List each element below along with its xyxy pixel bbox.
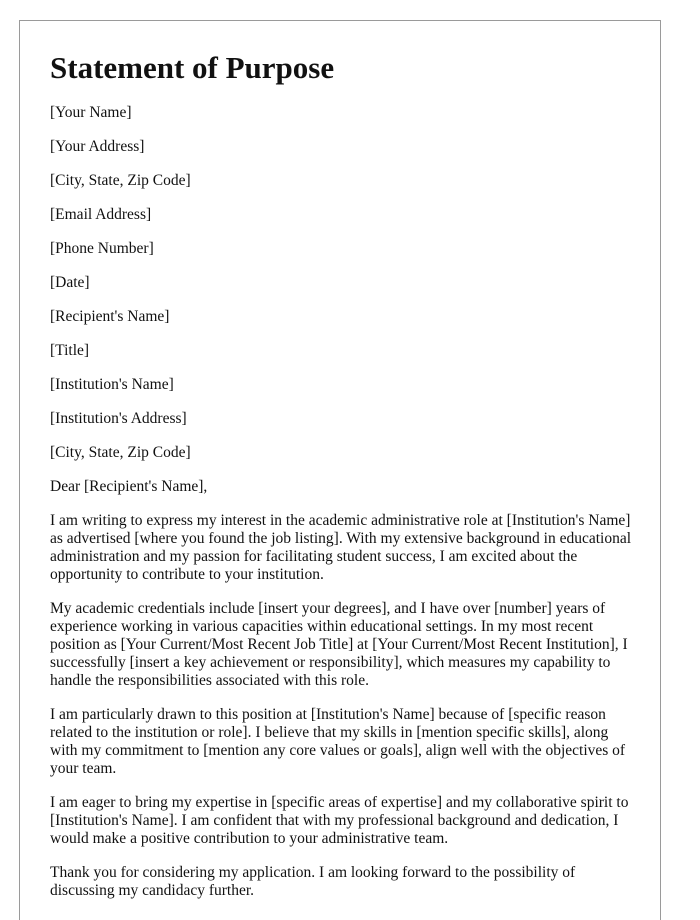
- recipient-title: [Title]: [50, 342, 90, 359]
- body-paragraph-expertise: I am eager to bring my expertise in [specific areas of expertise] and my collaborative spirit to [Institution's Name]. I am confident that with my professional background and dedication, I would make a positive contribution to your administrative team.: [50, 794, 629, 847]
- body-paragraph-closing: Thank you for considering my application. I am looking forward to the possibility of discussing my candidacy further.: [50, 864, 576, 899]
- body-paragraph-interest: I am writing to express my interest in the academic administrative role at [Institution's Name] as advertised [where you found the job listing]. With my extensive background in educational administration and my passion for facilitating student success, I am excited about the opportunity to contribute to your institution.: [50, 512, 632, 583]
- sender-city-state-zip: [City, State, Zip Code]: [50, 172, 191, 189]
- address-block: [50, 104, 636, 462]
- sender-address: [Your Address]: [50, 138, 145, 155]
- recipient-name: [Recipient's Name]: [50, 308, 170, 325]
- document-page: [19, 20, 661, 920]
- document-title: Statement of Purpose: [50, 50, 335, 85]
- salutation: Dear [Recipient's Name],: [50, 478, 208, 495]
- institution-name: [Institution's Name]: [50, 376, 174, 393]
- sender-name: [Your Name]: [50, 104, 132, 121]
- body-paragraph-credentials: My academic credentials include [insert your degrees], and I have over [number] years of experience working in various capacities within educational settings. In my most recent position as [Your Current/Most Recent Job Title] at [Your Current/Most Recent Institution], I successfully [insert a key achievement or responsibility], which measures my capability to handle the responsibilities associated with this role.: [50, 600, 628, 689]
- document-content: [50, 21, 636, 916]
- body-paragraph-motivation: I am particularly drawn to this position at [Institution's Name] because of [specific reason related to the institution or role]. I believe that my skills in [mention specific skills], along with my commitment to [mention any core values or goals], align well with the objectives of your team.: [50, 706, 626, 777]
- institution-address: [Institution's Address]: [50, 410, 187, 427]
- institution-city-state-zip: [City, State, Zip Code]: [50, 444, 191, 461]
- sender-phone: [Phone Number]: [50, 240, 154, 257]
- letter-date: [Date]: [50, 274, 90, 291]
- sender-email: [Email Address]: [50, 206, 152, 223]
